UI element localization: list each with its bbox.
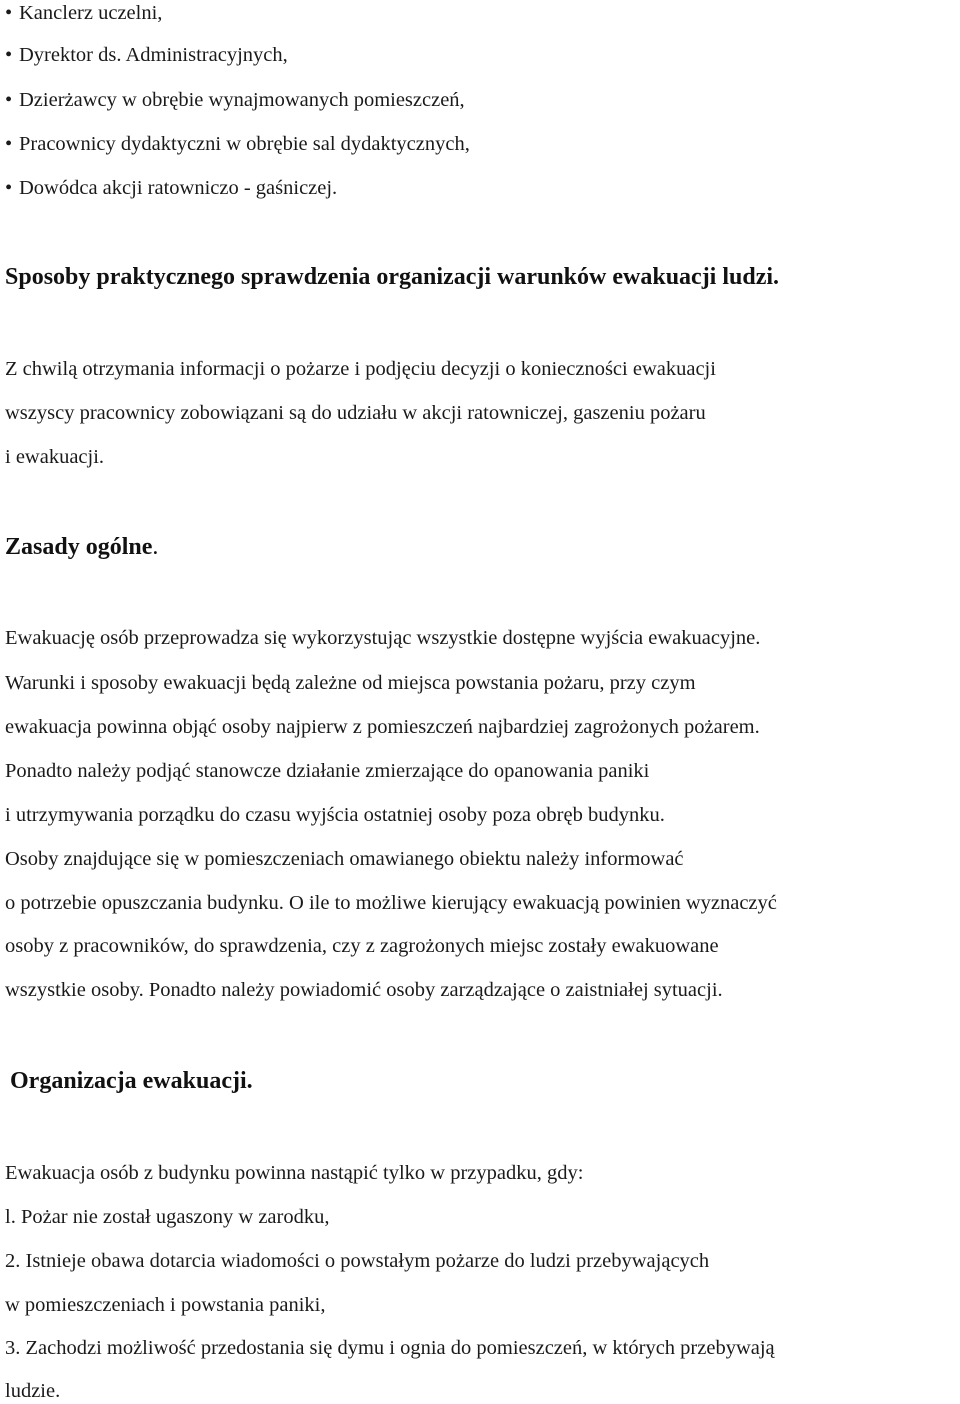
- bullet-text: Dzierżawcy w obrębie wynajmowanych pomieszczeń,: [19, 89, 465, 111]
- bullet-item: [5, 42, 288, 68]
- bullet-text: Dowódca akcji ratowniczo - gaśniczej.: [19, 177, 338, 199]
- list-item-3: 3. Zachodzi możliwość przedostania się dymu i ognia do pomieszczeń, w których przebywają: [5, 1337, 775, 1359]
- list-item-3-continuation: ludzie.: [5, 1380, 61, 1402]
- paragraph-line: ewakuacja powinna objąć osoby najpierw z pomieszczeń najbardziej zagrożonych pożarem.: [5, 716, 760, 738]
- paragraph-line: i ewakuacji.: [5, 446, 105, 468]
- section-heading-text: Zasady ogólne: [5, 534, 153, 560]
- bullet-item: [5, 87, 465, 113]
- paragraph-line: Ponadto należy podjąć stanowcze działanie zmierzające do opanowania paniki: [5, 760, 650, 782]
- bullet-text: Pracownicy dydaktyczni w obrębie sal dydaktycznych,: [19, 133, 470, 155]
- paragraph-line: osoby z pracowników, do sprawdzenia, czy z zagrożonych miejsc zostały ewakuowane: [5, 935, 719, 957]
- paragraph-line: Z chwilą otrzymania informacji o pożarze i podjęciu decyzji o konieczności ewakuacji: [5, 358, 716, 380]
- bullet-text: Kanclerz uczelni,: [19, 2, 163, 24]
- list-item-1: l. Pożar nie został ugaszony w zarodku,: [5, 1206, 330, 1228]
- bullet-marker: •: [5, 133, 13, 155]
- paragraph-line: wszyscy pracownicy zobowiązani są do udziału w akcji ratowniczej, gaszeniu pożaru: [5, 402, 706, 424]
- section-heading-zasady: [5, 532, 158, 562]
- bullet-marker: •: [5, 177, 13, 199]
- bullet-marker: •: [5, 2, 13, 24]
- bullet-marker: •: [5, 89, 13, 111]
- paragraph-line: Ewakuacja osób z budynku powinna nastąpić tylko w przypadku, gdy:: [5, 1162, 584, 1184]
- bullet-text: Dyrektor ds. Administracyjnych,: [19, 44, 288, 66]
- bullet-item: [5, 131, 470, 157]
- paragraph-line: Warunki i sposoby ewakuacji będą zależne od miejsca powstania pożaru, przy czym: [5, 672, 696, 694]
- paragraph-line: Osoby znajdujące się w pomieszczeniach omawianego obiektu należy informować: [5, 848, 684, 870]
- list-item-2: 2. Istnieje obawa dotarcia wiadomości o powstałym pożarze do ludzi przebywających: [5, 1250, 710, 1272]
- paragraph-line: Ewakuację osób przeprowadza się wykorzystując wszystkie dostępne wyjścia ewakuacyjne.: [5, 627, 761, 649]
- bullet-marker: •: [5, 44, 13, 66]
- section-heading-period: .: [152, 534, 159, 560]
- list-item-2-continuation: w pomieszczeniach i powstania paniki,: [5, 1294, 326, 1316]
- paragraph-line: wszystkie osoby. Ponadto należy powiadomić osoby zarządzające o zaistniałej sytuacji.: [5, 979, 723, 1001]
- section-heading-organizacja: Organizacja ewakuacji.: [10, 1068, 253, 1094]
- paragraph-line: o potrzebie opuszczania budynku. O ile to możliwe kierujący ewakuacją powinien wyznaczyć: [5, 892, 777, 914]
- bullet-item: [5, 175, 337, 201]
- paragraph-line: i utrzymywania porządku do czasu wyjścia ostatniej osoby poza obręb budynku.: [5, 804, 665, 826]
- section-heading-sposoby: Sposoby praktycznego sprawdzenia organizacji warunków ewakuacji ludzi.: [5, 264, 780, 290]
- bullet-item: [5, 0, 162, 26]
